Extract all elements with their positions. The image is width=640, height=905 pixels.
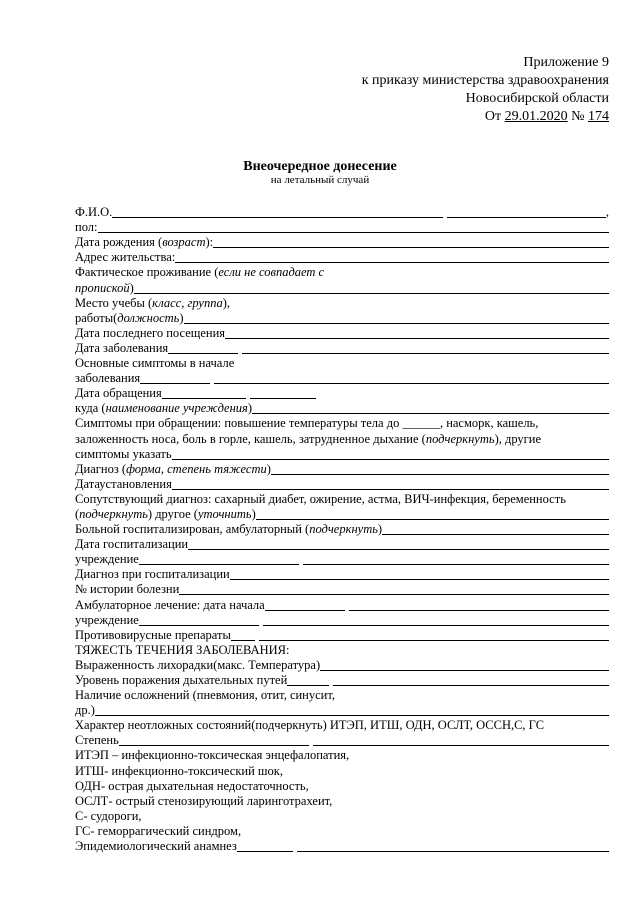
comma: ,: [605, 205, 609, 220]
symptoms-row-2: [75, 371, 609, 386]
document-subtitle: на летальный случай: [270, 174, 370, 186]
hosp-date-label: Дата госпитализации: [75, 537, 189, 552]
diag-date-label: Датаустановления: [75, 476, 172, 491]
degree-field-2[interactable]: [313, 734, 609, 746]
comorb-c: ) другое (: [147, 506, 198, 521]
ambulatory-field-2[interactable]: [349, 599, 609, 611]
last-visit-row: [75, 326, 609, 341]
symptoms-label-2: заболевания: [75, 371, 141, 386]
comorbidity-label-2: [75, 507, 256, 522]
symptoms-other-field[interactable]: [172, 448, 609, 460]
region-label: Новосибирской области: [465, 91, 609, 106]
study-label-a: Место учебы (: [75, 295, 153, 310]
complications-row-2: [75, 703, 609, 718]
appeal-date-row: [75, 386, 609, 401]
resp-label: Уровень поражения дыхательных путей: [75, 673, 288, 687]
appeal-date-field[interactable]: [162, 387, 246, 399]
actual-label-b: если не совпадает с: [218, 265, 325, 280]
diagnosis-row: [75, 462, 609, 477]
appendix-label: Приложение 9: [523, 55, 609, 70]
where-field[interactable]: [252, 402, 609, 414]
epid-row: [75, 839, 609, 854]
hosp-a: Больной госпитализирован, амбулаторный (: [75, 522, 310, 537]
diagnosis-label: [75, 462, 271, 477]
severity-row: [75, 643, 609, 658]
hospitalized-label: [75, 522, 382, 537]
work-label-c: ): [179, 310, 184, 325]
institution-field-2[interactable]: [303, 553, 609, 565]
sex-label: пол:: [75, 220, 98, 235]
hosp-diag-label: Диагноз при госпитализации: [75, 567, 230, 582]
diag-c: ): [266, 461, 271, 476]
sex-row: [75, 220, 609, 235]
def-gs: ГС- геморрагический синдром,: [75, 823, 242, 838]
comorb-d: уточнить: [197, 506, 252, 521]
work-label-b: должность: [117, 310, 180, 325]
hosp-b: подчеркнуть: [309, 522, 378, 537]
antiviral-field-2[interactable]: [259, 629, 609, 641]
comorbidity-label: Сопутствующий диагноз: сахарный диабет, ожирение, астма, ВИЧ-инфекция, беременность: [75, 491, 566, 506]
symptoms-appeal-row-2: [75, 431, 609, 446]
epid-field[interactable]: [237, 840, 293, 852]
institution-field[interactable]: [139, 553, 299, 565]
birth-label-c: ):: [205, 235, 214, 250]
illness-date-row: [75, 341, 609, 356]
fever-row: [75, 658, 609, 673]
resp-field[interactable]: [287, 674, 329, 686]
def-row-4: [75, 794, 609, 809]
symptoms-appeal-label-2: [75, 432, 541, 447]
work-field[interactable]: [184, 312, 609, 324]
fio-row: [75, 205, 609, 220]
institution-row: [75, 552, 609, 567]
birth-label: [75, 235, 213, 250]
symptoms-other-label: симптомы указать: [75, 446, 172, 461]
order-date-number: [362, 108, 609, 126]
def-s: С- судороги,: [75, 808, 142, 823]
def-itsh: ИТШ- инфекционно-токсический шок,: [75, 763, 283, 778]
antiviral-field[interactable]: [231, 629, 255, 641]
sympt2-b: подчеркнуть: [425, 431, 495, 446]
document-title: Внеочередное донесение: [243, 159, 397, 174]
resp-row: [75, 673, 609, 688]
actual-label-d: ): [129, 280, 134, 295]
study-label: [75, 296, 230, 311]
epid-label: Эпидемиологический анамнез: [75, 839, 237, 854]
severity-label: ТЯЖЕСТЬ ТЕЧЕНИЯ ЗАБОЛЕВАНИЯ:: [75, 642, 290, 657]
study-label-c: ),: [222, 295, 231, 310]
urgent-row: [75, 718, 609, 733]
work-row: [75, 311, 609, 326]
def-odn: ОДН- острая дыхательная недостаточность,: [75, 778, 309, 793]
institution2-field-2[interactable]: [263, 614, 609, 626]
order-date: 29.01.2020: [504, 109, 568, 124]
ambulatory-row: [75, 597, 609, 612]
document-header: [362, 54, 609, 126]
hosp-diag-field[interactable]: [230, 568, 609, 580]
where-label-c: ): [247, 401, 253, 416]
hosp-date-field[interactable]: [188, 538, 609, 550]
history-field[interactable]: [179, 583, 609, 595]
birth-label-b: возраст: [162, 235, 206, 250]
where-label: [75, 401, 252, 416]
fever-label: Выраженность лихорадки(макс. Температура): [75, 657, 321, 672]
history-row: [75, 582, 609, 597]
fio-field[interactable]: [112, 206, 443, 218]
ambulatory-field[interactable]: [265, 599, 345, 611]
def-row-5: [75, 809, 609, 824]
report-form: [75, 205, 609, 854]
degree-label: Степень: [75, 733, 119, 748]
comorbidity-row: [75, 492, 609, 507]
order-number: 174: [588, 109, 609, 124]
hosp-diag-row: [75, 567, 609, 582]
order-label: к приказу министерства здравоохранения: [361, 73, 609, 88]
symptoms-other-row: [75, 447, 609, 462]
complications-label-2: др.): [75, 703, 95, 718]
def-oslt: ОСЛТ- острый стенозирующий ларинготрахеит,: [75, 793, 333, 808]
actual-label-2: [75, 281, 134, 296]
number-sign: №: [567, 109, 588, 124]
comorbidity-field[interactable]: [256, 508, 609, 520]
institution2-label: учреждение: [75, 612, 139, 627]
resp-field-2[interactable]: [333, 674, 609, 686]
symptoms-label: Основные симптомы в начале: [75, 356, 235, 371]
def-row-1: [75, 748, 609, 763]
institution2-row: [75, 613, 609, 628]
diag-date-row: [75, 477, 609, 492]
where-label-b: наименование учреждения: [105, 401, 248, 416]
symptoms-row: [75, 356, 609, 371]
def-row-3: [75, 779, 609, 794]
last-visit-field[interactable]: [225, 327, 609, 339]
study-row: [75, 296, 609, 311]
symptoms-appeal-row: [75, 416, 609, 431]
institution2-field[interactable]: [139, 614, 259, 626]
antiviral-row: [75, 628, 609, 643]
date-prefix: От: [484, 109, 505, 124]
actual-field[interactable]: [134, 282, 609, 294]
fio-label: Ф.И.О.: [75, 205, 113, 220]
work-label: [75, 311, 184, 326]
actual-label-a: Фактическое проживание (: [75, 265, 219, 280]
fever-field[interactable]: [320, 659, 609, 671]
address-field[interactable]: [175, 251, 609, 263]
diagnosis-field[interactable]: [271, 463, 609, 475]
diag-date-field[interactable]: [172, 478, 609, 490]
institution-label: учреждение: [75, 552, 139, 567]
last-visit-label: Дата последнего посещения: [75, 325, 226, 340]
work-label-a: работы(: [75, 310, 118, 325]
address-label: Адрес жительства:: [75, 250, 176, 265]
appeal-date-field-2[interactable]: [250, 387, 316, 399]
def-itep: ИТЭП – инфекционно-токсическая энцефалопатия,: [75, 748, 350, 763]
sympt2-c: ), другие: [494, 431, 542, 446]
birth-label-a: Дата рождения (: [75, 235, 163, 250]
diag-a: Диагноз (: [75, 461, 127, 476]
symptoms-field-2[interactable]: [214, 372, 609, 384]
birth-row: [75, 235, 609, 250]
def-row-2: [75, 763, 609, 778]
ambulatory-label: Амбулаторное лечение: дата начала: [75, 597, 265, 612]
illness-date-label: Дата заболевания: [75, 340, 169, 355]
def-row-6: [75, 824, 609, 839]
degree-field[interactable]: [119, 734, 309, 746]
actual-residence-row-2: [75, 280, 609, 295]
sex-field[interactable]: [98, 221, 610, 233]
symptoms-appeal-label: Симптомы при обращении: повышение температуры тела до ______, насморк, кашель,: [75, 416, 539, 431]
illness-date-field-2[interactable]: [242, 342, 609, 354]
complications-field[interactable]: [95, 704, 609, 716]
hosp-date-row: [75, 537, 609, 552]
symptoms-field[interactable]: [140, 372, 210, 384]
hospitalized-field[interactable]: [382, 523, 609, 535]
fio-field-2[interactable]: [447, 206, 606, 218]
complications-row: [75, 688, 609, 703]
hospitalized-row: [75, 522, 609, 537]
comorb-e: ): [251, 506, 256, 521]
actual-label-c: пропиской: [75, 280, 130, 295]
epid-field-2[interactable]: [297, 840, 609, 852]
appeal-date-label: Дата обращения: [75, 386, 162, 401]
sympt2-a: заложенность носа, боль в горле, кашель, затрудненное дыхание (: [75, 431, 426, 446]
illness-date-field[interactable]: [168, 342, 238, 354]
history-label: № истории болезни: [75, 582, 180, 597]
diag-b: форма, степень тяжести: [126, 461, 267, 476]
comorb-b: подчеркнуть: [79, 506, 148, 521]
degree-row: [75, 733, 609, 748]
complications-label: Наличие осложнений (пневмония, отит, синусит,: [75, 688, 336, 703]
study-label-b: класс, группа: [152, 295, 223, 310]
actual-label: [75, 265, 324, 280]
actual-residence-row: [75, 265, 609, 280]
birth-field[interactable]: [213, 236, 609, 248]
antiviral-label: Противовирусные препараты: [75, 627, 231, 642]
comorb-a: (: [75, 506, 80, 521]
where-label-a: куда (: [75, 401, 106, 416]
comorbidity-row-2: [75, 507, 609, 522]
address-row: [75, 250, 609, 265]
where-row: [75, 401, 609, 416]
urgent-label: Характер неотложных состояний(подчеркнуть) ИТЭП, ИТШ, ОДН, ОСЛТ, ОССН,С, ГС: [75, 718, 545, 733]
hosp-c: ): [377, 522, 383, 537]
